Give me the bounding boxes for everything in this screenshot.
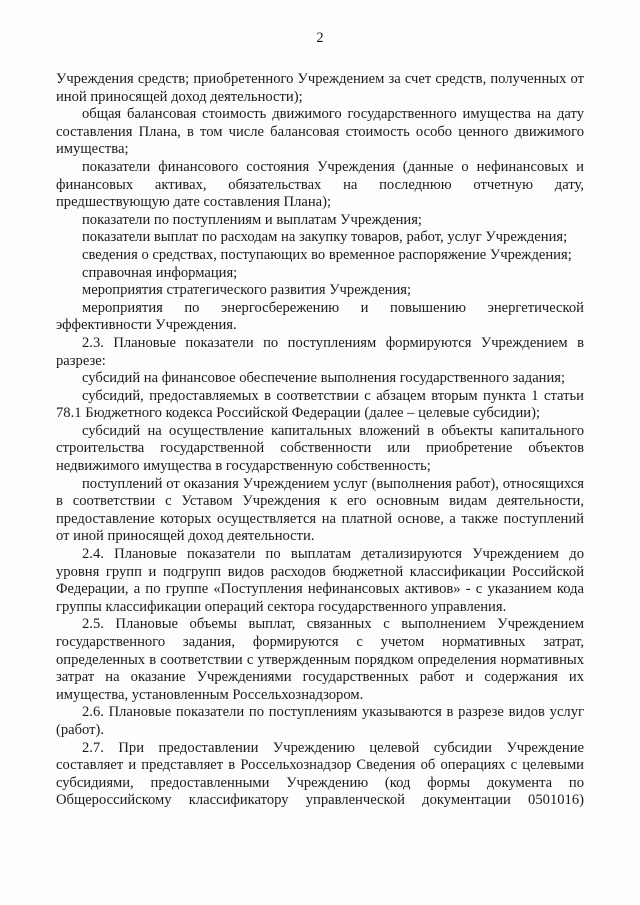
document-body <box>56 71 584 810</box>
paragraph: субсидий на осуществление капитальных вложений в объекты капитального строительства государственной собственности или приобретение объектов недвижимого имущества в государственную собственность; <box>56 422 584 475</box>
paragraph: 2.6. Плановые показатели по поступлениям указываются в разрезе видов услуг (работ). <box>56 704 584 738</box>
paragraph: показатели выплат по расходам на закупку товаров, работ, услуг Учреждения; <box>82 229 568 246</box>
paragraph: 2.5. Плановые объемы выплат, связанных с выполнением Учреждением государственного задания, формируются с учетом нормативных затрат, определенных в соответствии с утвержденным порядком определения нормативных затрат на оказание Учреждениями государственных работ и содержания их имущества, установленным Россельхознадзором. <box>56 616 584 703</box>
paragraph: мероприятия по энергосбережению и повышению энергетической эффективности Учреждения. <box>56 299 584 334</box>
paragraph: показатели финансового состояния Учреждения (данные о нефинансовых и финансовых активах, обязательствах на последнюю отчетную дату, предшествующую дате составления Плана); <box>56 158 584 211</box>
paragraph: 2.3. Плановые показатели по поступлениям формируются Учреждением в разрезе: <box>56 334 584 369</box>
paragraph: 2.7. При предоставлении Учреждению целевой субсидии Учреждение составляет и представляет в Россельхознадзор Сведения об операциях с целевыми субсидиями, предоставленными Учреждению (код формы документа по Общероссийскому классификатору управленческой документации 0501016) <box>56 739 584 809</box>
page-number: 2 <box>316 30 324 46</box>
paragraph: мероприятия стратегического развития Учреждения; <box>82 282 412 299</box>
paragraph: Учреждения средств; приобретенного Учреждением за счет средств, полученных от иной приносящей доход деятельности); <box>56 71 584 105</box>
paragraph: субсидий на финансовое обеспечение выполнения государственного задания; <box>82 370 566 387</box>
paragraph: сведения о средствах, поступающих во временное распоряжение Учреждения; <box>82 246 572 263</box>
paragraph: 2.4. Плановые показатели по выплатам детализируются Учреждением до уровня групп и подгрупп видов расходов бюджетной классификации Российской Федерации, а по группе «Поступления нефинансовых активов» - с указанием кода группы классификации операций сектора государственного управления. <box>56 546 584 615</box>
paragraph: общая балансовая стоимость движимого государственного имущества на дату составления Плана, в том числе балансовая стоимость особо ценного движимого имущества; <box>56 106 584 158</box>
paragraph: справочная информация; <box>82 264 238 281</box>
paragraph: поступлений от оказания Учреждением услуг (выполнения работ), относящихся в соответствии с Уставом Учреждения к его основным видам деятельности, предоставление которых осуществляется на платной основе, а также поступлений от иной приносящей доход деятельности. <box>56 475 584 545</box>
paragraph: субсидий, предоставляемых в соответствии с абзацем вторым пункта 1 статьи 78.1 Бюджетного кодекса Российской Федерации (далее – целевые субсидии); <box>56 387 584 422</box>
paragraph: показатели по поступлениям и выплатам Учреждения; <box>82 211 422 228</box>
